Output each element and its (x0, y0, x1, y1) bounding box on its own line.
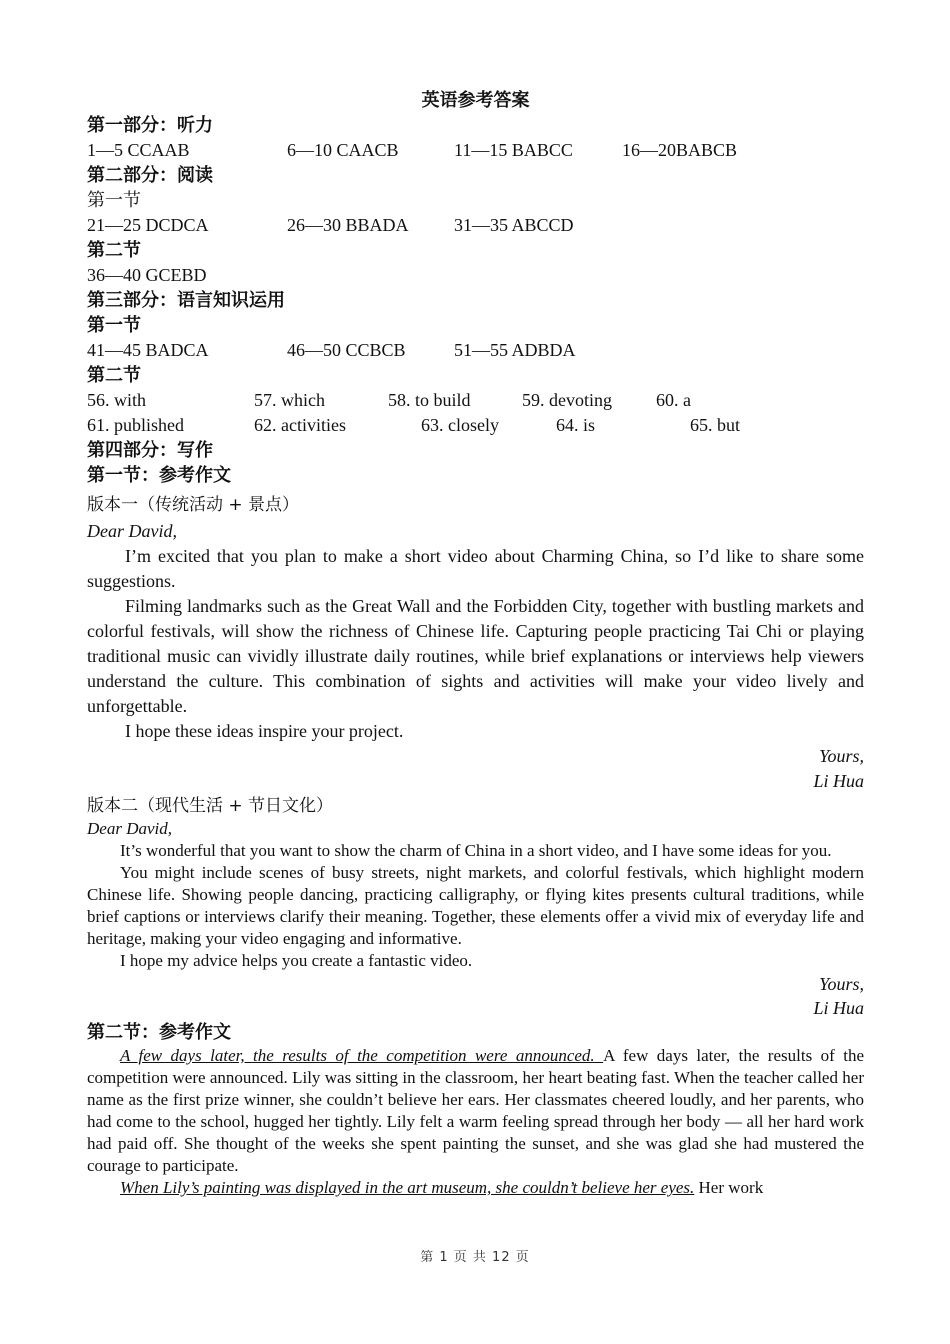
reading-answers-2 (87, 263, 864, 288)
answer-group: 46—50 CCBCB (287, 340, 406, 360)
letter-paragraph: You might include scenes of busy streets, night markets, and colorful festivals, which highlight modern Chinese life. Showing people dancing, practicing calligraphy, or flying kites presents cultural traditions, while brief captions or interviews clarify their meaning. Together, these elements offer a vivid mix of everyday life and heritage, making your video engaging and informative. (87, 863, 864, 948)
version1-label: 版本一（传统活动 + 景点） (87, 495, 300, 515)
answer-item: 62. activities (254, 415, 346, 435)
answer-group: 16—20BABCB (622, 140, 738, 160)
part4-heading: 第四部分：写作 (87, 440, 213, 461)
letter-greeting: Dear David, (87, 521, 177, 541)
listening-answers (87, 138, 864, 163)
letter-paragraph: I’m excited that you plan to make a short video about Charming China, so I’d like to share some suggestions. (87, 546, 864, 591)
story-paragraph (87, 1177, 864, 1199)
answer-group: 41—45 BADCA (87, 340, 209, 360)
part2-heading: 第二部分：阅读 (87, 165, 213, 186)
given-opening-sentence: When Lily’s painting was displayed in the art museum, she couldn’t believe her eyes. (120, 1178, 695, 1197)
reading-answers-1 (87, 213, 864, 238)
answer-group: 1—5 CCAAB (87, 140, 190, 160)
story-paragraph (87, 1045, 864, 1177)
grammar-answers-row2 (87, 413, 864, 438)
answer-item: 63. closely (421, 415, 499, 435)
letter-paragraph: It’s wonderful that you want to show the charm of China in a short video, and I have some ideas for you. (120, 841, 832, 860)
letter-signature: Li Hua (813, 998, 864, 1018)
answer-item: 64. is (556, 415, 596, 435)
given-opening-sentence: A few days later, the results of the competition were announced. (120, 1046, 604, 1065)
answer-item: 56. with (87, 390, 147, 410)
letter-paragraph: I hope these ideas inspire your project. (125, 721, 404, 741)
answer-group: 36—40 GCEBD (87, 265, 207, 285)
letter-signature: Li Hua (813, 771, 864, 791)
version2-label: 版本二（现代生活 + 节日文化） (87, 796, 334, 816)
part1-heading: 第一部分：听力 (87, 115, 213, 136)
section-heading: 第一节：参考作文 (87, 465, 231, 486)
cloze-answers (87, 338, 864, 363)
section-label: 第一节 (87, 190, 141, 211)
letter-closing: Yours, (819, 746, 864, 766)
answer-item: 58. to build (388, 390, 471, 410)
section-label: 第二节 (87, 365, 141, 386)
story-text: Her work (694, 1178, 764, 1197)
answer-document (87, 88, 864, 1199)
answer-item: 65. but (690, 415, 741, 435)
letter-paragraph: Filming landmarks such as the Great Wall and the Forbidden City, together with bustling markets and colorful festivals, will show the richness of Chinese life. Capturing people practicing Tai Chi or playing traditional music can vividly illustrate daily routines, while brief explanations or interviews help viewers understand the culture. This combination of sights and activities will make your video lively and unforgettable. (87, 596, 864, 716)
section-label: 第二节 (87, 240, 141, 261)
page-footer: 第 1 页 共 12 页 (420, 1250, 530, 1265)
answer-group: 6—10 CAACB (287, 140, 399, 160)
answer-item: 61. published (87, 415, 184, 435)
answer-item: 60. a (656, 390, 691, 410)
page-title: 英语参考答案 (421, 90, 530, 110)
story-text: A few days later, the results of the competition were announced. Lily was sitting in the classroom, her heart beating fast. When the teacher called her name as the first prize winner, she couldn’t believe her ears. Her classmates cheered loudly, and her parents, who had come to the school, hugged her tightly. Lily felt a warm feeling spread through her body — all her hard work had paid off. She thought of the weeks she spent painting the sunset, and she was glad she had mustered the courage to participate. (87, 1046, 864, 1175)
answer-group: 31—35 ABCCD (454, 215, 574, 235)
answer-group: 51—55 ADBDA (454, 340, 576, 360)
letter-closing: Yours, (819, 974, 864, 994)
answer-item: 57. which (254, 390, 325, 410)
grammar-answers-row1 (87, 388, 864, 413)
answer-item: 59. devoting (522, 390, 612, 410)
answer-group: 21—25 DCDCA (87, 215, 209, 235)
letter-greeting: Dear David, (87, 819, 172, 838)
answer-group: 11—15 BABCC (454, 140, 573, 160)
part3-heading: 第三部分：语言知识运用 (87, 290, 285, 311)
letter-paragraph: I hope my advice helps you create a fantastic video. (120, 951, 473, 970)
section-label: 第一节 (87, 315, 141, 336)
section-heading: 第二节：参考作文 (87, 1022, 231, 1043)
answer-group: 26—30 BBADA (287, 215, 409, 235)
